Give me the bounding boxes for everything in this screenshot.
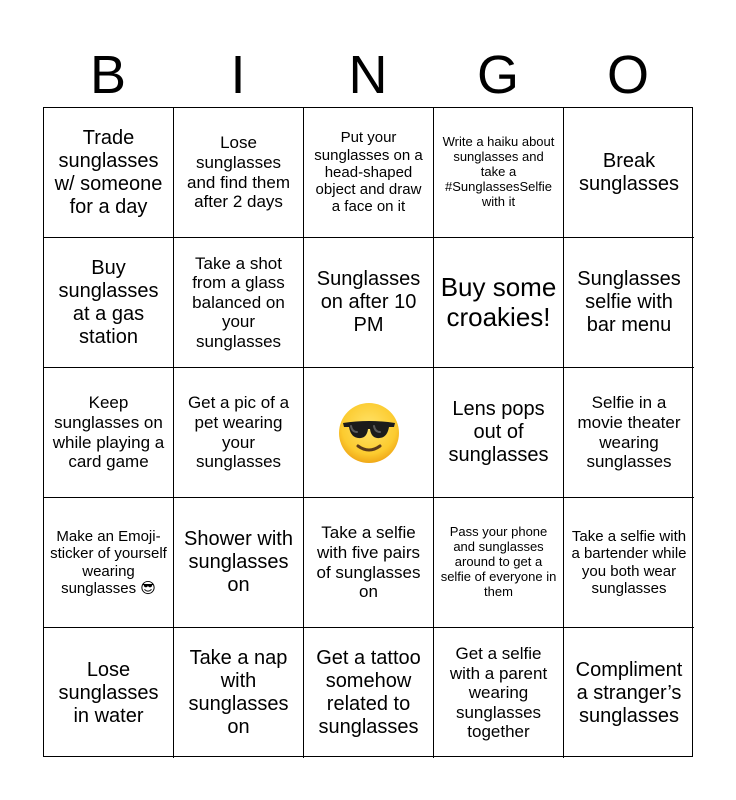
- title-letter-o: O: [606, 45, 649, 105]
- bingo-cell-25[interactable]: Compliment a stranger’s sunglasses: [575, 658, 683, 727]
- bingo-cell-14[interactable]: Lens pops out of sunglasses: [434, 368, 564, 498]
- bingo-cell-11[interactable]: Keep sunglasses on while playing a card game: [44, 368, 174, 498]
- bingo-cell-2[interactable]: Lose sunglasses and find them after 2 days: [174, 108, 304, 238]
- bingo-cell-4[interactable]: Write a haiku about sunglasses and take a #SunglassesSelfie with it: [434, 108, 564, 238]
- bingo-cell-10[interactable]: Sunglasses selfie with bar menu: [564, 238, 694, 368]
- bingo-cell-7[interactable]: Take a shot from a glass balanced on your sunglasses: [174, 238, 304, 368]
- bingo-cell-20[interactable]: Take a selfie with a bartender while you both wear sunglasses: [564, 498, 694, 628]
- bingo-cell-6[interactable]: Buy sunglasses at a gas station: [44, 238, 174, 368]
- bingo-title: [43, 44, 693, 106]
- bingo-cell-1[interactable]: Trade sunglasses w/ someone for a day: [44, 108, 174, 238]
- bingo-grid: [43, 107, 693, 757]
- free-space-cell[interactable]: [304, 368, 434, 498]
- bingo-cell-15[interactable]: Selfie in a movie theater wearing sunglasses: [564, 368, 694, 498]
- bingo-cell-24[interactable]: Get a selfie with a parent wearing sunglasses together: [434, 628, 564, 758]
- bingo-cell-5[interactable]: Break sunglasses: [564, 108, 694, 238]
- bingo-cell-12[interactable]: Get a pic of a pet wearing your sunglasses: [174, 368, 304, 498]
- bingo-cell-23[interactable]: Get a tattoo somehow related to sunglasses: [304, 628, 434, 758]
- bingo-cell-9[interactable]: Buy some croakies!: [434, 238, 564, 368]
- bingo-cell-21[interactable]: Lose sunglasses in water: [44, 628, 174, 758]
- title-letter-g: G: [476, 45, 519, 105]
- bingo-cell-8[interactable]: Sunglasses on after 10 PM: [304, 238, 434, 368]
- bingo-cell-18[interactable]: Take a selfie with five pairs of sunglasses on: [304, 498, 434, 628]
- bingo-cell-17[interactable]: Shower with sunglasses on: [174, 498, 304, 628]
- bingo-cell-22[interactable]: Take a nap with sunglasses on: [174, 628, 304, 758]
- bingo-cell-3[interactable]: Put your sunglasses on a head-shaped object and draw a face on it: [304, 108, 434, 238]
- sunglasses-face-icon: [337, 401, 401, 465]
- title-letter-n: N: [348, 45, 388, 105]
- bingo-cell-16[interactable]: Make an Emoji-sticker of yourself wearing sunglasses 😎: [44, 498, 174, 628]
- title-letter-b: B: [89, 45, 127, 105]
- bingo-cell-19[interactable]: Pass your phone and sunglasses around to get a selfie of everyone in them: [434, 498, 564, 628]
- title-letter-i: I: [230, 45, 246, 105]
